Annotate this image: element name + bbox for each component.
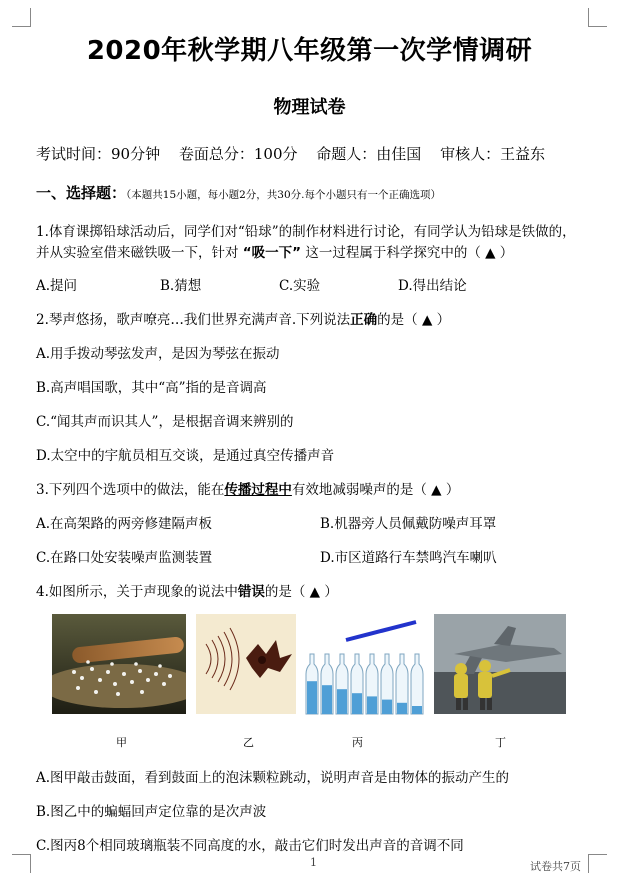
q4-stem-text-a: 4.如图所示，关于声现象的说法中	[36, 584, 238, 600]
q2-stem	[36, 308, 450, 328]
q2-option-a: A.用手拨动琴弦发声，是因为琴弦在振动	[36, 346, 280, 362]
q2-option-d: D.太空中的宇航员相互交谈，是通过真空传播声音	[36, 448, 335, 464]
q3-option-a: A.在高架路的两旁修建隔声板	[36, 516, 213, 532]
q3-stem	[36, 478, 459, 498]
caption-yi: 乙	[243, 736, 254, 749]
q3-option-d: D.市区道路行车禁鸣汽车喇叭	[320, 550, 497, 566]
exam-author: 命题人：由佳国	[316, 145, 422, 163]
q2-stem-text-b: 的是（ ▲ ）	[377, 312, 451, 328]
exam-title: 2020年秋学期八年级第一次学情调研	[86, 36, 533, 66]
figure-yi-bat-image	[196, 614, 296, 714]
figure-jia-drum-image	[52, 614, 186, 714]
q4-option-a: A.图甲敲击鼓面，看到鼓面上的泡沫颗粒跳动，说明声音是由物体的振动产生的	[36, 770, 510, 786]
section-title: 一、选择题：	[36, 184, 127, 202]
section-note: （本题共15小题，每小题2分，共30分.每个小题只有一个正确选项）	[126, 189, 442, 201]
q2-stem-bold: 正确	[350, 312, 378, 328]
q4-option-c: C.图丙8个相同玻璃瓶装不同高度的水，敲击它们时发出声音的音调不同	[36, 838, 464, 854]
q1-stem-line2	[36, 241, 513, 261]
caption-bing: 丙	[352, 736, 363, 749]
crop-mark-top-right	[588, 8, 607, 27]
exam-time: 考试时间：90分钟	[36, 145, 161, 163]
q1-stem-bold: “吸一下”	[242, 245, 302, 261]
q3-stem-bold: 传播过程中	[224, 482, 292, 498]
exam-reviewer: 审核人：王益东	[440, 145, 546, 163]
q3-stem-text-b: 有效地减弱噪声的是（ ▲ ）	[291, 482, 460, 498]
q4-stem	[36, 580, 338, 600]
q2-stem-text-a: 2.琴声悠扬，歌声嘹亮…我们世界充满声音.下列说法	[36, 312, 351, 328]
exam-score: 卷面总分：100分	[178, 145, 298, 163]
q4-option-b: B.图乙中的蝙蝠回声定位靠的是次声波	[36, 804, 267, 820]
caption-ding: 丁	[495, 736, 506, 749]
exam-subject: 物理试卷	[273, 97, 346, 118]
caption-jia: 甲	[116, 736, 127, 749]
crop-mark-bottom-left	[12, 854, 31, 873]
q4-stem-text-b: 的是（ ▲ ）	[264, 584, 338, 600]
q1-option-c: C.实验	[279, 278, 321, 294]
crop-mark-top-left	[12, 8, 31, 27]
page-total: 试卷共7页	[530, 860, 581, 873]
q3-stem-text-a: 3.下列四个选项中的做法，能在	[36, 482, 225, 498]
q4-stem-bold: 错误	[237, 584, 265, 600]
figure-ding-carrier-image	[434, 614, 566, 714]
exam-meta	[36, 143, 559, 164]
q2-option-b: B.高声唱国歌，其中“高”指的是音调高	[36, 380, 267, 396]
q3-option-c: C.在路口处安装噪声监测装置	[36, 550, 213, 566]
q1-stem-text-b: 这一过程属于科学探究中的（ ▲ ）	[301, 245, 514, 261]
q2-option-c: C.“闻其声而识其人”，是根据音调来辨别的	[36, 414, 294, 430]
page-number: 1	[310, 856, 317, 869]
q1-stem-line1: 1.体育课掷铅球活动后，同学们对“铅球”的制作材料进行讨论，有同学认为铅球是铁做的，	[36, 224, 576, 240]
q1-option-d: D.得出结论	[398, 278, 467, 294]
figure-bing-bottles-image	[302, 614, 424, 718]
section-heading	[36, 182, 441, 203]
q1-option-a: A.提问	[36, 278, 78, 294]
q3-option-b: B.机器旁人员佩戴防噪声耳罩	[320, 516, 497, 532]
q1-option-b: B.猜想	[160, 278, 202, 294]
crop-mark-bottom-right	[588, 854, 607, 873]
q1-stem-text-a: 并从实验室借来磁铁吸一下，针对	[36, 245, 243, 261]
